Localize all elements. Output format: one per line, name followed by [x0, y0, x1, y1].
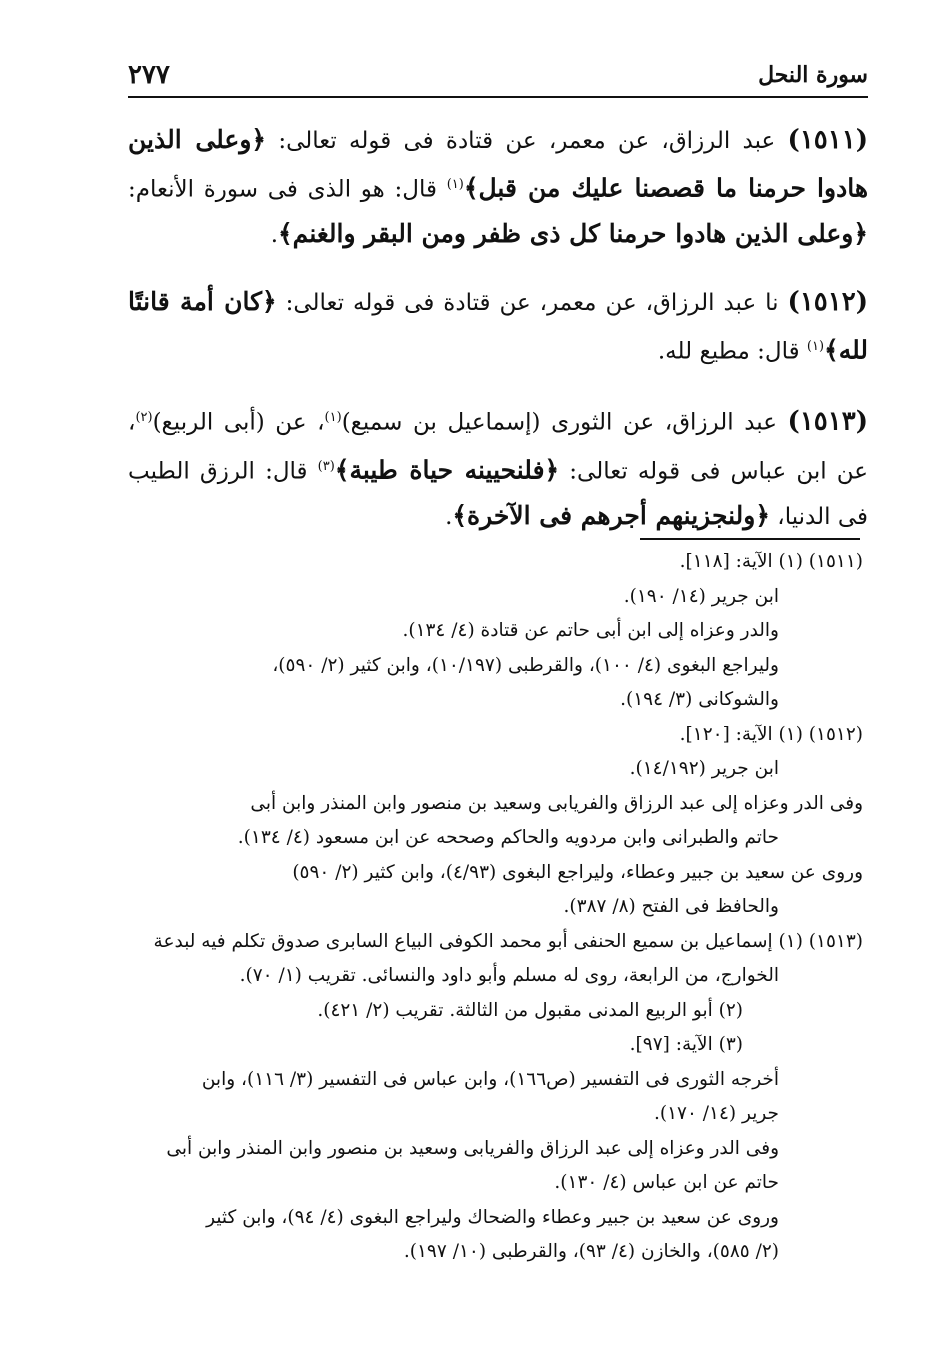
- entry-1513: [128, 396, 868, 538]
- footnotes: [118, 545, 863, 1270]
- footnote-line: والدر وعزاه إلى ابن أبى حاتم عن قتادة (٤/ ١٣٤).: [402, 620, 779, 641]
- entry-text: قال: الرزق الطيب فى الدنيا،: [128, 458, 868, 530]
- footnote-line: حاتم عن ابن عباس (٤/ ١٣٠).: [554, 1172, 779, 1193]
- entry-1512: [128, 280, 868, 374]
- footnote-line: (٢/ ٥٨٥)، والخازن (٤/ ٩٣)، والقرطبى (١٠/ ١٩٧).: [403, 1241, 779, 1262]
- footnote-ref: (١): [446, 177, 464, 192]
- footnote-line: وروى عن سعيد بن جبير وعطاء والضحاك وليراجع البغوى (٤/ ٩٤)، وابن كثير: [206, 1206, 779, 1228]
- footnote-ref: (٢): [135, 410, 153, 426]
- entry-text: قال: هو الذى فى سورة الأنعام:: [128, 176, 447, 203]
- footnote-line: حاتم والطبرانى وابن مردويه والحاكم وصححه عن ابن مسعود (٤/ ١٣٤).: [237, 827, 779, 848]
- entry-1511: [128, 118, 868, 257]
- entry-text: عبد الرزاق، عن معمر، عن قتادة فى قوله تعالى:: [266, 128, 788, 154]
- entry-text: .: [445, 503, 453, 530]
- footnote-line: (١٥١١) (١) الآية: [١١٨].: [679, 551, 863, 572]
- page-header: [128, 58, 868, 98]
- verse-quote: ﴿فلنحيينه حياة طيبة﴾: [334, 455, 560, 485]
- verse-quote: ﴿وعلى الذين هادوا حرمنا كل ذى ظفر ومن البقر والغنم﴾: [278, 218, 868, 248]
- page-number: ٢٧٧: [128, 60, 170, 90]
- verse-quote: ﴿كان أمة قانتًا لله﴾: [128, 286, 868, 365]
- entry-text: قال: مطيع لله.: [657, 338, 807, 365]
- surah-title: سورة النحل: [758, 62, 868, 88]
- footnote-line: (٣) الآية: [٩٧].: [629, 1034, 743, 1055]
- entry-number: (١٥١٢): [787, 286, 868, 317]
- footnote-line: وفى الدر وعزاه إلى عبد الرزاق والفريابى وسعيد بن منصور وابن المنذر وابن أبى: [166, 1137, 779, 1159]
- entry-number: (١٥١١): [787, 125, 868, 155]
- footnote-line: (١٥١٣) (١) إسماعيل بن سميع الحنفى أبو محمد الكوفى البياع السابرى صدوق تكلم فيه لبدعة: [153, 930, 863, 952]
- footnote-line: (١٥١٢) (١) الآية: [١٢٠].: [679, 723, 863, 745]
- verse-quote: ﴿ولنجزينهم أجرهم فى الآخرة﴾: [452, 500, 770, 530]
- footnote-line: جرير (١٤/ ١٧٠).: [653, 1103, 779, 1124]
- footnote-ref: (١): [806, 338, 825, 354]
- footnote-line: أخرجه الثورى فى التفسير (ص١٦٦)، وابن عباس فى التفسير (٣/ ١١٦)، وابن: [201, 1068, 779, 1090]
- footnote-line: الخوارج، من الرابعة، روى له مسلم وأبو داود والنسائى. تقريب (١/ ٧٠).: [239, 965, 779, 986]
- footnote-separator: [640, 538, 860, 540]
- footnote-line: ابن جرير (١٤/١٩٢).: [629, 758, 779, 779]
- footnote-line: وليراجع البغوى (٤/ ١٠٠)، والقرطبى (١٠/١٩٧)، وابن كثير (٢/ ٥٩٠)،: [272, 654, 779, 676]
- footnote-line: (٢) أبو الربيع المدنى مقبول من الثالثة. تقريب (٢/ ٤٢١).: [317, 999, 743, 1021]
- footnote-ref: (١): [324, 410, 342, 426]
- entry-text: .: [270, 221, 279, 248]
- entry-text: ، عن ابن عباس فى قوله تعالى:: [128, 409, 868, 485]
- entry-number: (١٥١٣): [787, 406, 869, 437]
- verse-quote: ﴿وعلى الذين هادوا حرمنا ما قصصنا عليك من قبل﴾: [128, 125, 869, 203]
- footnote-ref: (٣): [317, 458, 335, 474]
- footnote-line: ابن جرير (١٤/ ١٩٠).: [623, 585, 779, 607]
- footnote-line: وفى الدر وعزاه إلى عبد الرزاق والفريابى وسعيد بن منصور وابن المنذر وابن أبى: [250, 792, 863, 814]
- entry-text: نا عبد الرزاق، عن معمر، عن قتادة فى قوله تعالى:: [276, 289, 788, 316]
- entry-text: ، عن (أبى الربيع): [152, 409, 325, 436]
- footnote-line: وروى عن سعيد بن جبير وعطاء، وليراجع البغوى (٤/٩٣)، وابن كثير (٢/ ٥٩٠): [292, 861, 863, 883]
- footnote-line: والحافظ فى الفتح (٨/ ٣٨٧).: [563, 896, 779, 917]
- footnote-line: والشوكانى (٣/ ١٩٤).: [620, 689, 779, 710]
- main-text: [128, 118, 868, 553]
- entry-text: عبد الرزاق، عن الثورى (إسماعيل بن سميع): [341, 409, 788, 436]
